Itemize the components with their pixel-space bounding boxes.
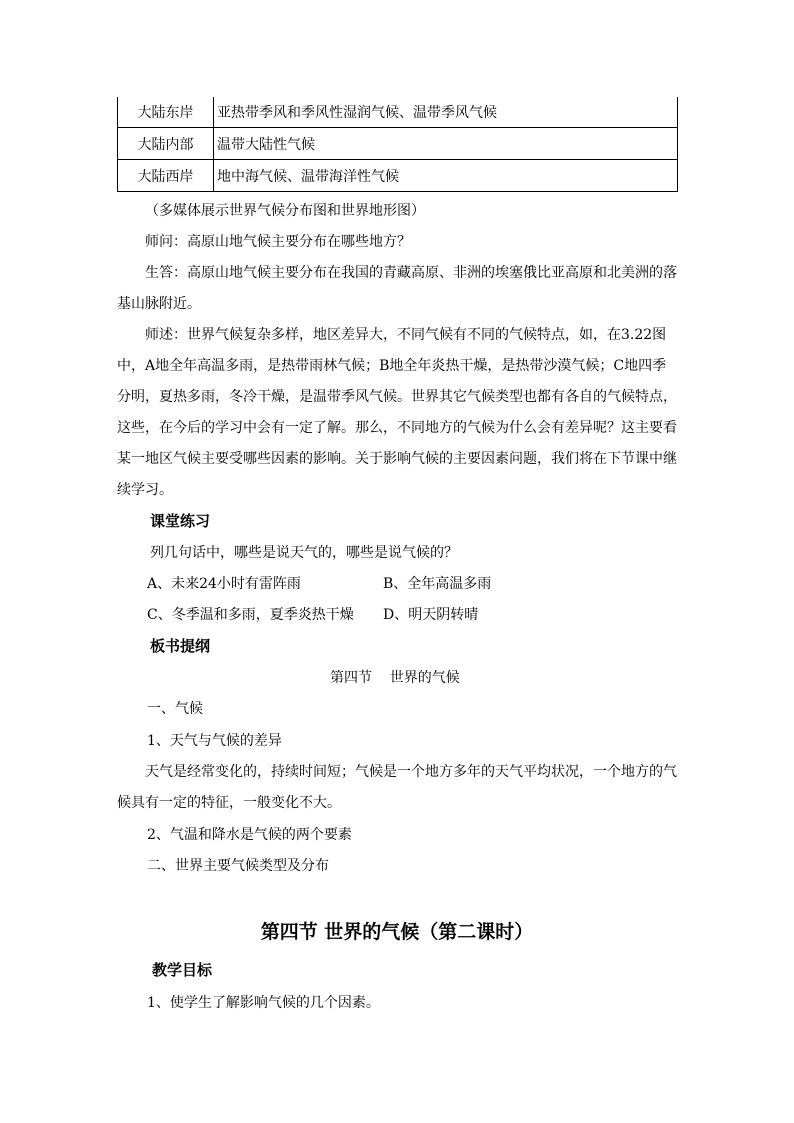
- board-item-2: 二、世界主要气候类型及分布: [147, 858, 329, 874]
- teacher-question: 师问：高原山地气候主要分布在哪些地方？: [145, 234, 411, 250]
- region-cell: 大陆内部: [118, 128, 214, 160]
- student-answer: 生答：高原山地气候主要分布在我国的青藏高原、非洲的埃塞俄比亚高原和北美洲的落基山脉附近。: [117, 265, 677, 312]
- exercise-heading: 课堂练习: [150, 512, 211, 530]
- climate-cell: 温带大陆性气候: [214, 128, 678, 160]
- section-title: 第四节 世界的气候（第二课时）: [260, 921, 534, 943]
- board-item-1-2: 2、气温和降水是气候的两个要素: [147, 827, 352, 843]
- table-row: [118, 160, 678, 192]
- board-item-1-text: 天气是经常变化的，持续时间短；气候是一个地方多年的天气平均状况，一个地方的气候具有一定的特征，一般变化不大。: [117, 764, 677, 811]
- board-title: 第四节 世界的气候: [330, 670, 460, 686]
- exercise-question: 列几句话中，哪些是说天气的，哪些是说气候的？: [150, 545, 458, 561]
- option-d: D、明天阴转晴: [383, 607, 479, 623]
- objectives-heading: 教学目标: [152, 961, 213, 979]
- option-c: C、冬季温和多雨，夏季炎热干燥: [147, 607, 354, 623]
- media-note: （多媒体展示世界气候分布图和世界地形图）: [145, 203, 425, 219]
- climate-table: [117, 97, 678, 192]
- teacher-statement: 师述：世界气候复杂多样，地区差异大，不同气候有不同的气候特点，如，在3.22图中，A地全年高温多雨，是热带雨林气候；B地全年炎热干燥，是热带沙漠气候；C地四季分明，夏热多雨，冬冷干燥，是温带季风气候。世界其它气候类型也都有各自的气候特点，这些，在今后的学习中会有一定了解。那么，不同地方的气候为什么会有差异呢？这主要看某一地区气候主要受哪些因素的影响。关于影响气候的主要因素问题，我们将在下节课中继续学习。: [117, 327, 677, 498]
- board-item-1: 一、气候: [147, 701, 203, 717]
- option-b: B、全年高温多雨: [383, 576, 492, 592]
- region-cell: 大陆东岸: [118, 97, 214, 128]
- climate-cell: 地中海气候、温带海洋性气候: [214, 160, 678, 192]
- board-item-1-1: 1、天气与气候的差异: [147, 733, 282, 749]
- region-cell: 大陆西岸: [118, 160, 214, 192]
- climate-cell: 亚热带季风和季风性湿润气候、温带季风气候: [214, 97, 678, 128]
- objective-1: 1、使学生了解影响气候的几个因素。: [147, 995, 380, 1011]
- table-row: [118, 128, 678, 160]
- table-row: [118, 97, 678, 128]
- option-a: A、未来24小时有雷阵雨: [147, 576, 301, 592]
- board-heading: 板书提纲: [150, 637, 211, 655]
